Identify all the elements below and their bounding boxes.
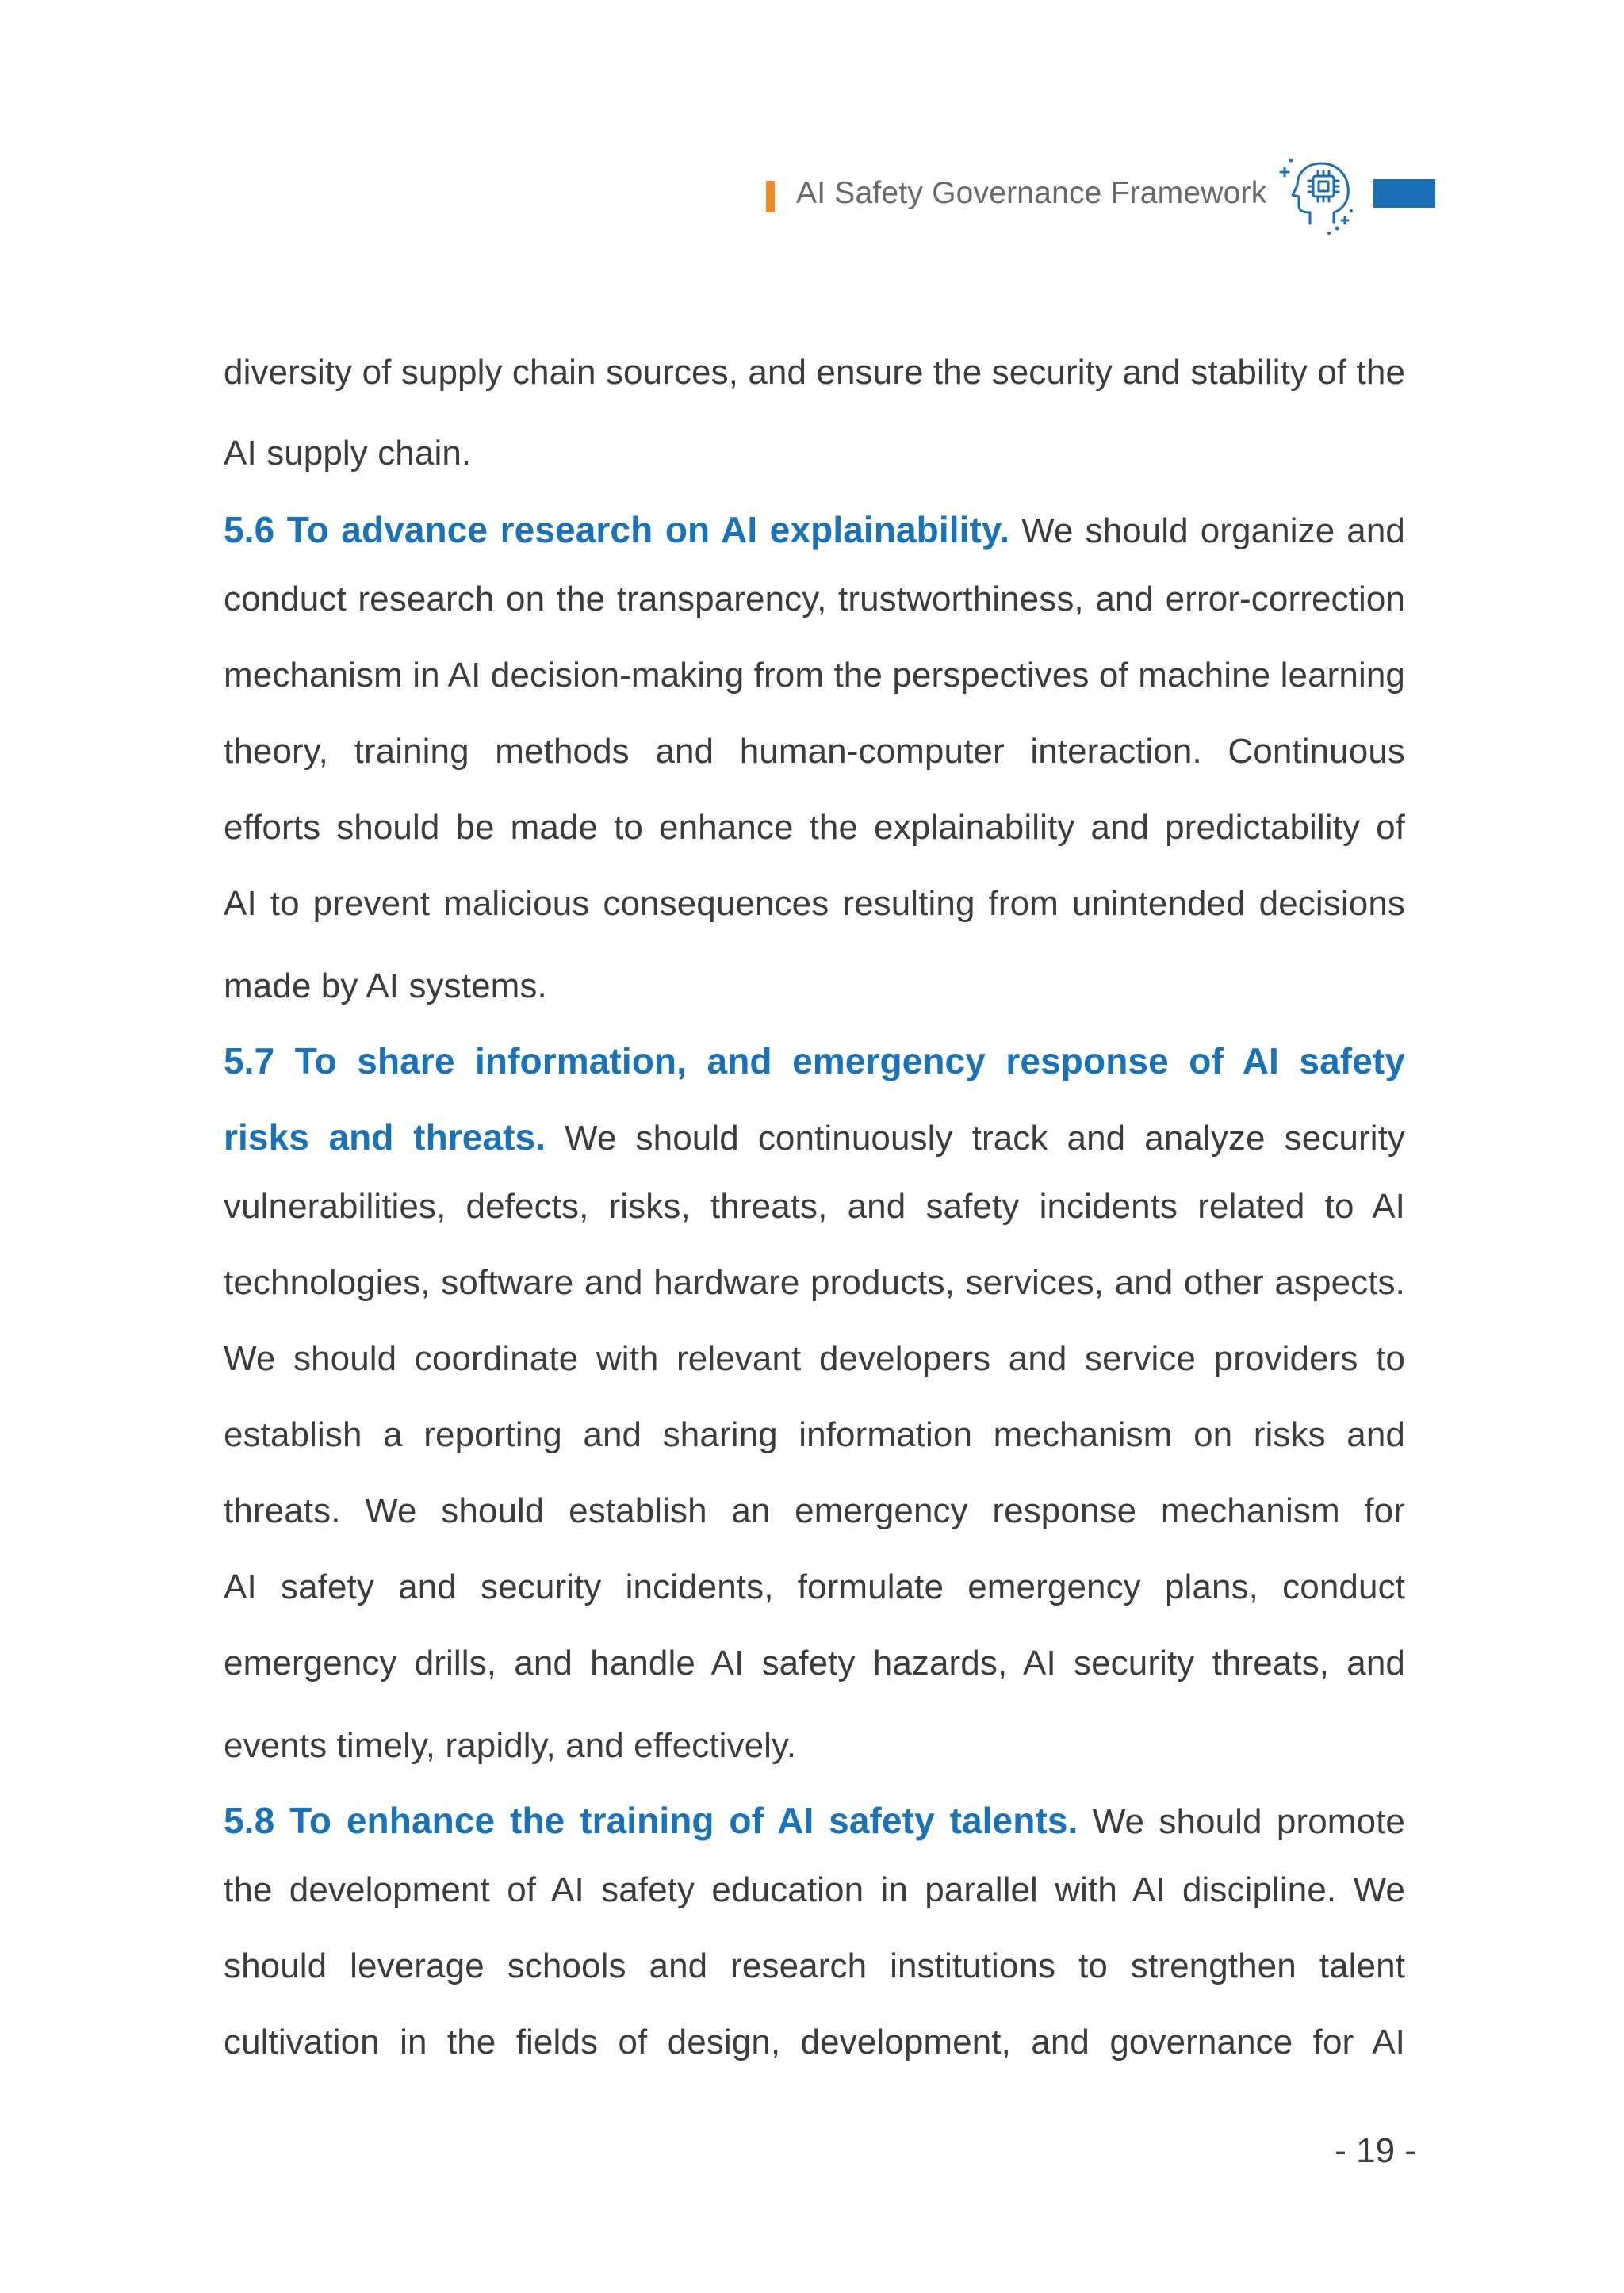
line-text: AI to prevent malicious consequences resulting from unintended decisions xyxy=(224,884,1405,923)
line-text: We should coordinate with relevant developers and service providers to xyxy=(224,1339,1405,1378)
paragraph-line xyxy=(224,880,1405,928)
paragraph-line xyxy=(224,1564,1405,1611)
paragraph-line xyxy=(224,430,1405,477)
paragraph-line xyxy=(224,804,1405,852)
section-heading: risks and threats. xyxy=(224,1116,546,1158)
paragraph-line-with-heading xyxy=(224,1113,1405,1162)
paragraph-line xyxy=(224,1335,1405,1383)
line-text: mechanism in AI decision-making from the perspectives of machine learning xyxy=(224,656,1405,695)
paragraph-line xyxy=(224,1259,1405,1307)
paragraph-line xyxy=(224,1183,1405,1231)
paragraph-line xyxy=(224,728,1405,775)
line-text: theory, training methods and human-computer interaction. Continuous xyxy=(224,732,1405,771)
header-title: AI Safety Governance Framework xyxy=(796,176,1267,210)
paragraph-line xyxy=(224,576,1405,623)
ai-head-chip-icon xyxy=(1278,151,1358,238)
line-text: AI supply chain. xyxy=(224,434,472,473)
page-header xyxy=(0,159,1624,246)
paragraph-line xyxy=(224,652,1405,699)
paragraph-line xyxy=(224,1943,1405,1990)
header-orange-bar xyxy=(766,181,775,212)
line-text: conduct research on the transparency, trustworthiness, and error-correction xyxy=(224,580,1405,618)
line-text: efforts should be made to enhance the explainability and predictability of xyxy=(224,808,1405,847)
line-text: We should organize and xyxy=(1009,511,1405,550)
paragraph-line xyxy=(224,1411,1405,1459)
paragraph-line xyxy=(224,349,1405,396)
line-text: threats. We should establish an emergency response mechanism for xyxy=(224,1491,1405,1530)
paragraph-line xyxy=(224,2019,1405,2066)
paragraph-line-with-heading xyxy=(224,1797,1405,1846)
line-text: vulnerabilities, defects, risks, threats, and safety incidents related to AI xyxy=(224,1187,1405,1226)
line-text: the development of AI safety education in parallel with AI discipline. We xyxy=(224,1870,1405,1909)
line-text: establish a reporting and sharing information mechanism on risks and xyxy=(224,1415,1405,1454)
paragraph-line xyxy=(224,963,1405,1010)
line-text: We should promote xyxy=(1078,1802,1405,1841)
line-text: AI safety and security incidents, formulate emergency plans, conduct xyxy=(224,1568,1405,1606)
page-number: - 19 - xyxy=(1335,2131,1416,2170)
paragraph-line xyxy=(224,1487,1405,1535)
paragraph-line xyxy=(224,1722,1405,1770)
paragraph-line-with-heading xyxy=(224,1037,1405,1086)
line-text: made by AI systems. xyxy=(224,967,547,1005)
line-text: events timely, rapidly, and effectively. xyxy=(224,1726,797,1765)
section-heading: 5.7 To share information, and emergency response of AI safety xyxy=(224,1040,1405,1081)
section-heading: 5.6 To advance research on AI explainability. xyxy=(224,509,1010,550)
section-heading: 5.8 To enhance the training of AI safety talents. xyxy=(224,1800,1078,1841)
line-text: cultivation in the fields of design, development, and governance for AI xyxy=(224,2023,1405,2061)
line-text: should leverage schools and research institutions to strengthen talent xyxy=(224,1947,1405,1985)
line-text: diversity of supply chain sources, and ensure the security and stability of the xyxy=(224,353,1406,392)
line-text: technologies, software and hardware products, services, and other aspects. xyxy=(224,1263,1405,1302)
paragraph-line xyxy=(224,1866,1405,1914)
paragraph-line-with-heading xyxy=(224,506,1405,555)
paragraph-line xyxy=(224,1640,1405,1687)
line-text: We should continuously track and analyze security xyxy=(546,1119,1405,1158)
line-text: emergency drills, and handle AI safety hazards, AI security threats, and xyxy=(224,1644,1405,1682)
header-blue-bar xyxy=(1373,179,1435,208)
